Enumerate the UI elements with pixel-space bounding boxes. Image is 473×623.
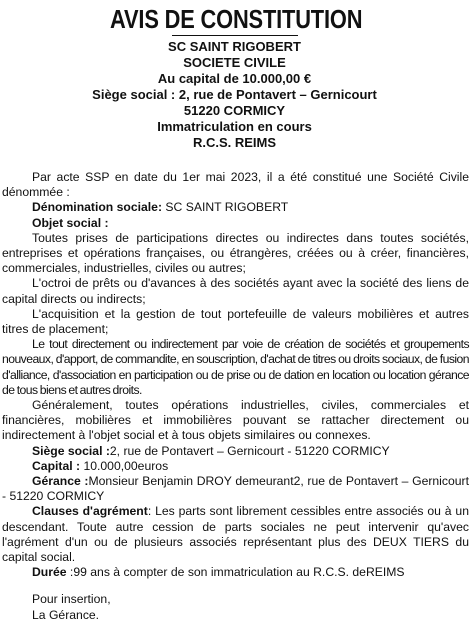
company-name: SC SAINT RIGOBERT	[168, 39, 301, 54]
clauses-value: : Les parts sont librement cessibles entre associés ou à un descendant. Toute autre cession de parts sociales ne peut intervenir qu'avec l'agrément d'un ou de plusieurs associés représentant plus des DEUX TIERS du capital social.	[2, 504, 469, 565]
siege-label: Siège social :	[32, 443, 110, 458]
company-header	[0, 39, 469, 151]
signature-line-2: La Gérance.	[32, 607, 100, 622]
company-registration: Immatriculation en cours	[157, 119, 312, 134]
siege-line	[2, 444, 469, 459]
company-rcs: R.C.S. REIMS	[192, 135, 277, 150]
duree-line	[2, 565, 469, 580]
capital-value: 10.000,00euros	[80, 458, 169, 473]
denomination-line	[2, 200, 469, 215]
clauses-label: Clauses d'agrément	[32, 504, 148, 519]
capital-label: Capital :	[32, 458, 81, 473]
gerance-value: Monsieur Benjamin DROY demeurant2, rue de Pontavert – Gernicourt - 51220 CORMICY	[2, 474, 469, 504]
denomination-label: Dénomination sociale:	[32, 200, 163, 215]
capital-line	[2, 459, 469, 474]
gerance-line	[2, 474, 469, 504]
objet-paragraph-2: L'octroi de prêts ou d'avances à des sociétés ayant avec la société des liens de capital directs ou indirects;	[2, 276, 469, 306]
denomination-value: SC SAINT RIGOBERT	[162, 200, 289, 215]
objet-paragraph-5: Généralement, toutes opérations industrielles, civiles, commerciales et financières, mobilières et immobilières pouvant se rattacher directement ou indirectement à l'objet social et à tous objets similaires ou connexes.	[2, 398, 469, 443]
clauses-line	[2, 504, 469, 565]
title-divider	[172, 35, 298, 36]
duree-label: Durée	[32, 565, 67, 580]
objet-label: Objet social :	[32, 215, 109, 230]
notice-title: AVIS DE CONSTITUTION	[110, 4, 363, 34]
siege-value: 2, rue de Pontavert – Gernicourt - 51220 CORMICY	[109, 443, 390, 458]
company-capital: Au capital de 10.000,00 €	[157, 71, 312, 86]
signature-block	[2, 592, 469, 622]
notice-body	[0, 170, 469, 623]
company-address: Siège social : 2, rue de Pontavert – Gernicourt	[92, 87, 377, 102]
gerance-label: Gérance :	[32, 474, 89, 489]
intro-paragraph: Par acte SSP en date du 1er mai 2023, il a été constitué une Société Civile dénommée :	[2, 170, 469, 200]
objet-paragraph-3: L'acquisition et la gestion de tout portefeuille de valeurs mobilières et autres titres de placement;	[2, 306, 469, 337]
company-form: SOCIETE CIVILE	[183, 55, 286, 70]
duree-value: :99 ans à compter de son immatriculation au R.C.S. deREIMS	[66, 565, 405, 580]
signature-line-1: Pour insertion,	[32, 592, 111, 607]
objet-paragraph-1: Toutes prises de participations directes ou indirectes dans toutes sociétés, entreprises et opérations françaises, ou étrangères, créées ou à créer, financières, commerciales, industrielles, civiles ou autres;	[2, 230, 469, 276]
company-postcode: 51220 CORMICY	[183, 103, 286, 118]
objet-paragraph-4: Le tout directement ou indirectement par voie de création de sociétés et groupements nouveaux, d'apport, de commandite, en souscription, d'achat de titres ou droits sociaux, de fusion d'alliance, d'association en participation ou de prise ou de dation en location ou location gérance de tous biens et autres droits.	[2, 337, 469, 397]
